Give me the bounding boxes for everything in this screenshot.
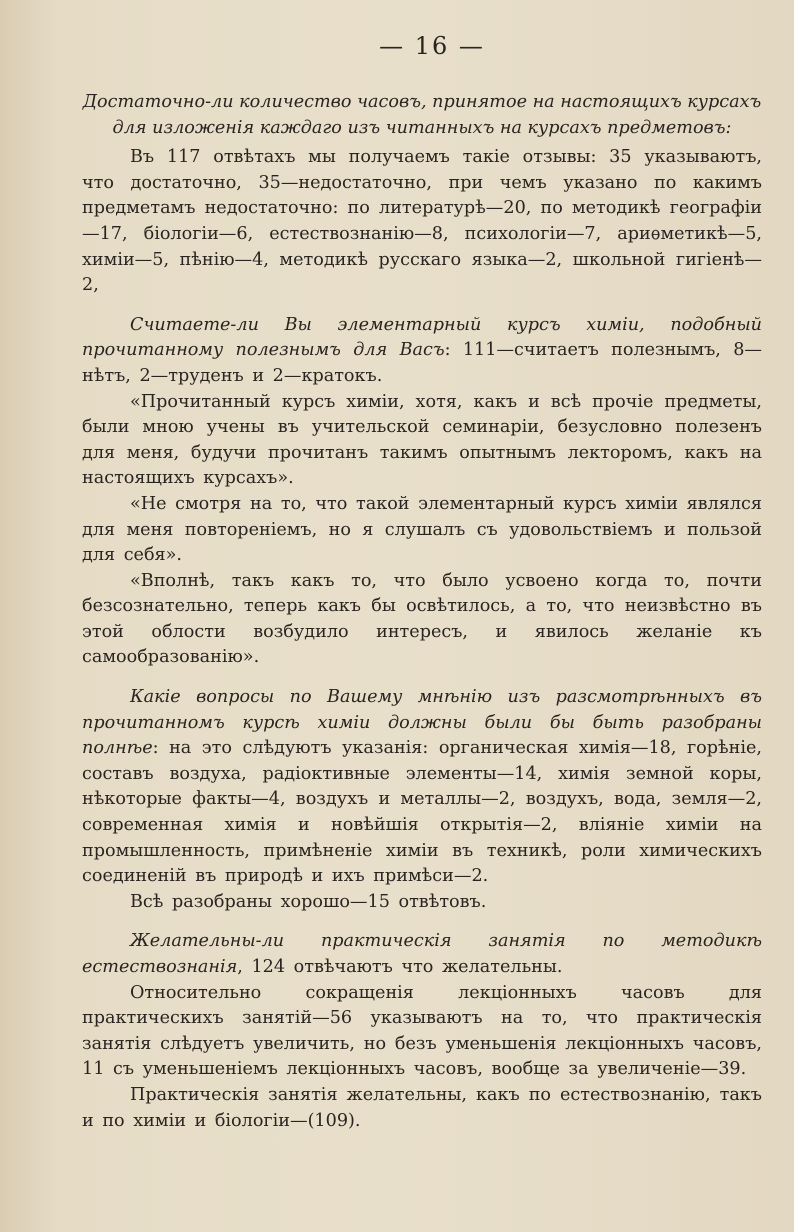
quote-3: «Вполнѣ, такъ какъ то, что было усвоено когда то, почти безсознательно, теперь какъ бы освѣтилось, а то, что неизвѣстно въ этой облости возбудило интересъ, и явилось желаніе къ самообразованію». bbox=[82, 570, 762, 668]
question-2-paragraph bbox=[82, 313, 762, 390]
paragraph-4-1: Относительно сокращенія лекціонныхъ часовъ для практическихъ занятій—56 указываютъ на то, что практическія занятія слѣдуетъ увеличить, но безъ уменьшенія лекціонныхъ часовъ, 11 съ уменьшеніемъ лекціонныхъ часовъ, вообще за увеличеніе—39. bbox=[82, 982, 762, 1080]
answer-3: : на это слѣдуютъ указанія: органическая химія—18, горѣніе, составъ воздуха, радіоктивные элементы—14, химія земной коры, нѣкоторые факты—4, воздухъ и металлы—2, воздухъ, вода, земля—2, современная химія и новѣйшія открытія—2, вліяніе химіи на промышленность, примѣненіе химіи въ техникѣ, роли химическихъ соединеній въ природѣ и ихъ примѣси—2. bbox=[82, 738, 762, 887]
answer-1: Въ 117 отвѣтахъ мы получаемъ такіе отзывы: 35 указываютъ, что достаточно, 35—недостаточно, при чемъ указано по какимъ предметамъ недостаточно: по литературѣ—20, по методикѣ географіи—17, біологіи—6, естествознанію—8, психологіи—7, ариѳметикѣ—5, химіи—5, пѣнію—4, методикѣ русскаго языка—2, школьной гигіенѣ—2, bbox=[82, 147, 762, 296]
question-2: Считаете-ли Вы элементарный курсъ химіи, подобный прочитанному полезнымъ для Васъ bbox=[82, 314, 762, 361]
question-4-paragraph bbox=[82, 929, 762, 980]
answer-4: , 124 отвѣчаютъ что желательны. bbox=[237, 957, 563, 977]
question-3: Какіе вопросы по Вашему мнѣнію изъ разсмотрѣнныхъ въ прочитанномъ курсѣ химіи должны были бы быть разобраны полнѣе bbox=[82, 687, 762, 759]
quote-1: «Прочитанный курсъ химіи, хотя, какъ и всѣ прочіе предметы, были мною учены въ учительской семинаріи, безусловно полезенъ для меня, будучи прочитанъ такимъ опытнымъ лекторомъ, какъ на настоящихъ курсахъ». bbox=[82, 391, 762, 489]
quote-2: «Не смотря на то, что такой элементарный курсъ химіи являлся для меня повтореніемъ, но я слушалъ съ удовольствіемъ и пользой для себя». bbox=[82, 493, 762, 566]
answer-3-extra: Всѣ разобраны хорошо—15 отвѣтовъ. bbox=[130, 891, 487, 912]
question-1-line-2: для изложенія каждаго изъ читанныхъ на курсахъ предметовъ: bbox=[112, 117, 732, 138]
paragraph-4-2: Практическія занятія желательны, какъ по естествознанію, такъ и по химіи и біологіи—(109). bbox=[82, 1084, 762, 1131]
question-4: Желательны-ли практическія занятія по методикѣ естествознанія bbox=[82, 931, 762, 977]
page-number: — 16 — bbox=[379, 32, 485, 60]
question-1-line-1: Достаточно-ли количество часовъ, принятое на настоящихъ курсахъ bbox=[82, 92, 762, 112]
answer-2: : 111—считаетъ полезнымъ, 8—нѣтъ, 2—труденъ и 2—кратокъ. bbox=[82, 340, 762, 386]
question-3-paragraph bbox=[82, 685, 762, 890]
